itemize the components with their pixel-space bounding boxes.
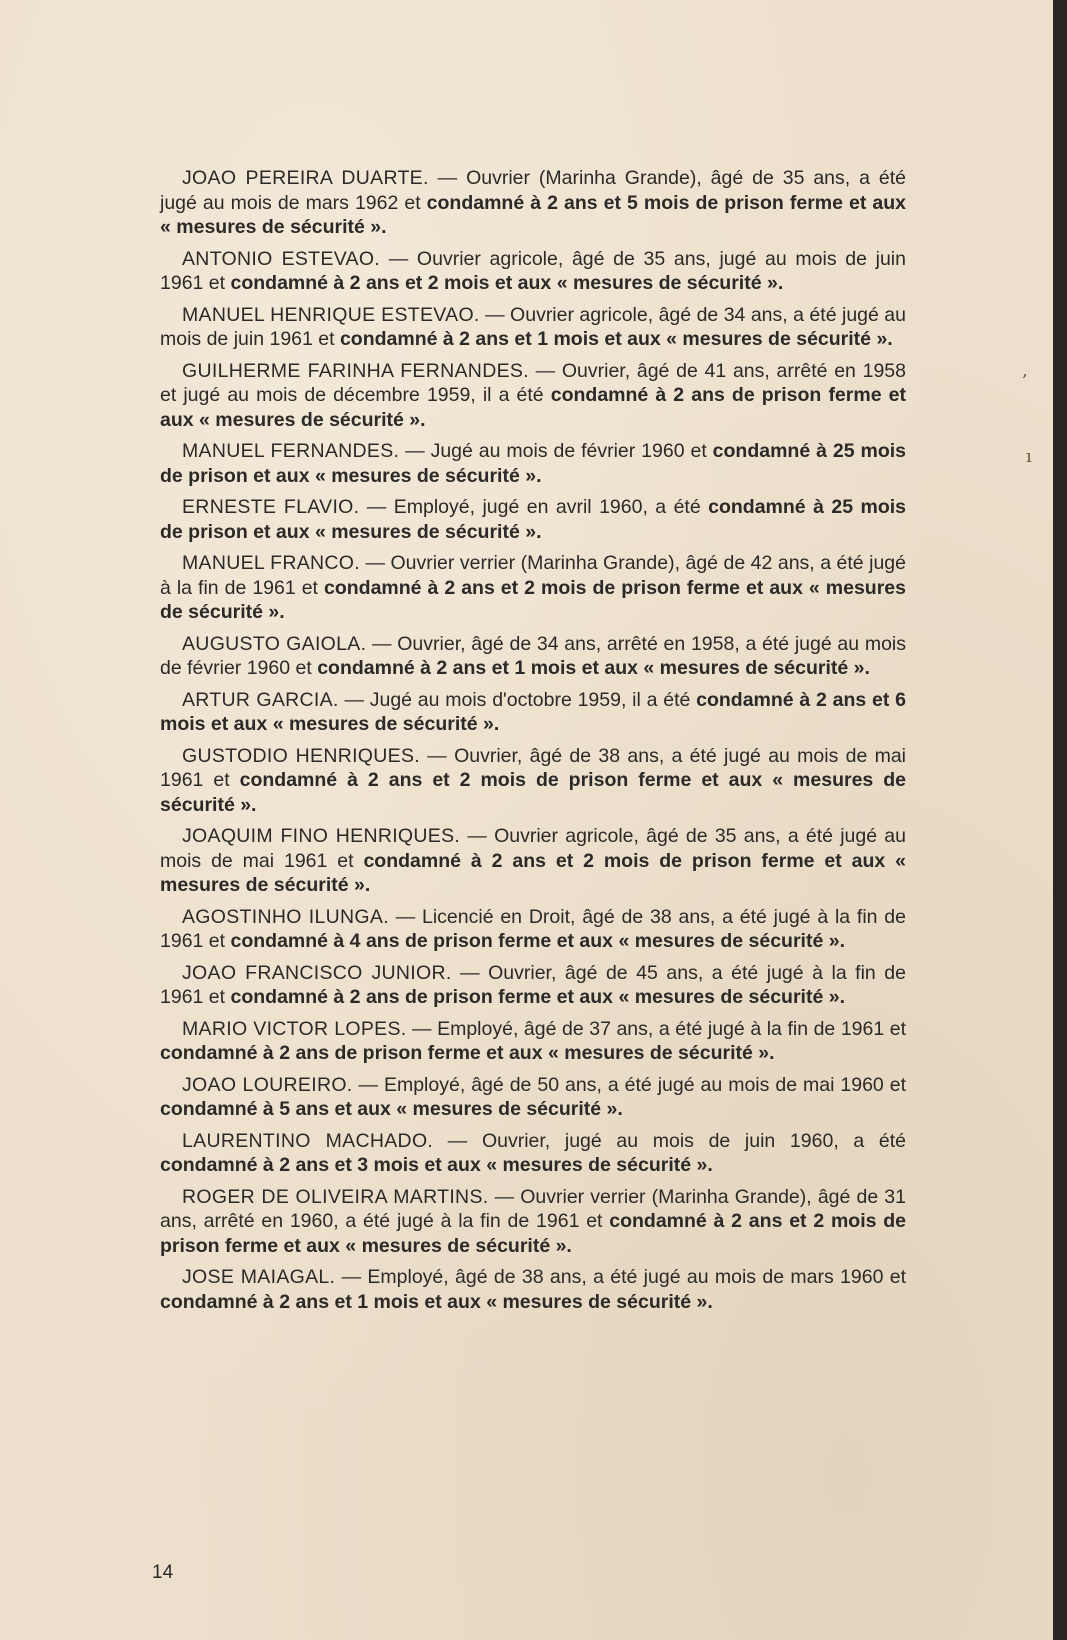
- entry-description: — Ouvrier (Marinha Grande), âgé de 35 ans, a été jugé au mois de mars 1962 et: [160, 167, 906, 214]
- entry-description: — Ouvrier, âgé de 41 ans, arrêté en 1958 et jugé au mois de décembre 1959, il a été: [160, 359, 906, 406]
- entry-paragraph: [160, 905, 906, 954]
- entry-name: JOAO LOUREIRO.: [182, 1073, 353, 1096]
- entry-description: — Ouvrier verrier (Marinha Grande), âgé de 31 ans, arrêté en 1960, a été jugé à la fin de 1961 et: [160, 1185, 906, 1232]
- entry-paragraph: [160, 1185, 906, 1259]
- entry-paragraph: [160, 247, 906, 296]
- entry-name: MANUEL FRANCO.: [182, 552, 360, 574]
- entry-name: JOAO PEREIRA DUARTE.: [182, 167, 429, 189]
- entry-description: — Ouvrier agricole, âgé de 34 ans, a été jugé au mois de juin 1961 et: [160, 303, 906, 350]
- entry-description: — Ouvrier verrier (Marinha Grande), âgé de 42 ans, a été jugé à la fin de 1961 et: [160, 552, 906, 599]
- entry-name: ROGER DE OLIVEIRA MARTINS.: [182, 1185, 489, 1208]
- entry-paragraph: [160, 166, 906, 240]
- entry-description: — Ouvrier agricole, âgé de 35 ans, jugé au mois de juin 1961 et: [160, 247, 906, 294]
- entry-verdict: condamné à 2 ans et 1 mois et aux « mesures de sécurité ».: [160, 1290, 713, 1313]
- entry-paragraph: [160, 303, 906, 352]
- entry-verdict: condamné à 2 ans et 2 mois de prison ferme et aux « mesures de sécurité ».: [160, 769, 906, 816]
- entry-verdict: condamné à 2 ans et 1 mois et aux « mesures de sécurité ».: [339, 328, 893, 350]
- entry-description: — Ouvrier agricole, âgé de 35 ans, a été jugé au mois de mai 1961 et: [160, 825, 906, 872]
- entry-paragraph: [160, 439, 906, 488]
- entry-paragraph: [160, 1265, 906, 1314]
- entry-verdict: condamné à 2 ans et 3 mois et aux « mesures de sécurité ».: [160, 1154, 713, 1176]
- entries-list: [160, 166, 906, 1321]
- entry-name: JOSE MAIAGAL.: [182, 1266, 336, 1288]
- entry-description: — Ouvrier, jugé au mois de juin 1960, a été: [433, 1129, 906, 1152]
- entry-name: ARTUR GARCIA.: [182, 688, 339, 711]
- entry-paragraph: [160, 824, 906, 898]
- entry-verdict: condamné à 2 ans de prison ferme et aux « mesures de sécurité ».: [160, 1042, 775, 1064]
- entry-name: GUILHERME FARINHA FERNANDES.: [182, 359, 529, 382]
- entry-paragraph: [160, 359, 906, 433]
- entry-description: — Jugé au mois d'octobre 1959, il a été: [338, 688, 697, 711]
- entry-verdict: condamné à 2 ans et 1 mois et aux « mesures de sécurité ».: [317, 657, 870, 679]
- entry-description: — Ouvrier, âgé de 38 ans, a été jugé au mois de mai 1961 et: [160, 744, 907, 791]
- entry-verdict: condamné à 25 mois de prison et aux « mesures de sécurité ».: [160, 496, 906, 543]
- entry-verdict: condamné à 2 ans de prison ferme et aux « mesures de sécurité ».: [160, 384, 906, 431]
- margin-mark: ı: [1026, 446, 1032, 467]
- entry-paragraph: [160, 961, 906, 1010]
- entry-name: GUSTODIO HENRIQUES.: [182, 744, 420, 767]
- entry-paragraph: [160, 688, 906, 737]
- entry-name: MANUEL HENRIQUE ESTEVAO.: [182, 303, 480, 326]
- entry-description: — Jugé au mois de février 1960 et: [399, 440, 713, 462]
- page-number: 14: [152, 1562, 174, 1583]
- entry-name: ERNESTE FLAVIO.: [182, 496, 360, 518]
- entry-verdict: condamné à 5 ans et aux « mesures de sécurité ».: [160, 1098, 623, 1120]
- entry-name: LAURENTINO MACHADO.: [182, 1129, 434, 1152]
- entry-verdict: condamné à 4 ans de prison ferme et aux « mesures de sécurité ».: [230, 930, 845, 952]
- entry-name: JOAO FRANCISCO JUNIOR.: [182, 961, 452, 984]
- entry-description: — Ouvrier, âgé de 34 ans, arrêté en 1958, a été jugé au mois de février 1960 et: [160, 632, 906, 679]
- entry-description: — Employé, âgé de 37 ans, a été jugé à la fin de 1961 et: [406, 1017, 907, 1040]
- entry-description: — Employé, jugé en avril 1960, a été: [359, 496, 709, 518]
- entry-paragraph: [160, 551, 906, 625]
- entry-name: AGOSTINHO ILUNGA.: [182, 905, 389, 928]
- entry-name: ANTONIO ESTEVAO.: [182, 247, 381, 270]
- entry-verdict: condamné à 2 ans et 2 mois de prison ferme et aux « mesures de sécurité ».: [160, 576, 906, 623]
- entry-description: — Ouvrier, âgé de 45 ans, a été jugé à la fin de 1961 et: [160, 961, 906, 1008]
- entry-verdict: condamné à 25 mois de prison et aux « mesures de sécurité ».: [160, 440, 906, 487]
- entry-verdict: condamné à 2 ans de prison ferme et aux « mesures de sécurité ».: [230, 986, 845, 1008]
- entry-name: AUGUSTO GAIOLA.: [182, 632, 367, 655]
- margin-mark: ‚: [1022, 360, 1028, 381]
- page-edge: [1053, 0, 1060, 1640]
- entry-verdict: condamné à 2 ans et 2 mois et aux « mesures de sécurité ».: [230, 272, 784, 294]
- entry-description: — Employé, âgé de 50 ans, a été jugé au mois de mai 1960 et: [352, 1073, 906, 1096]
- entry-description: — Licencié en Droit, âgé de 38 ans, a été jugé à la fin de 1961 et: [160, 905, 906, 952]
- entry-paragraph: [160, 1129, 906, 1178]
- entry-verdict: condamné à 2 ans et 6 mois et aux « mesures de sécurité ».: [160, 688, 906, 735]
- entry-paragraph: [160, 495, 906, 544]
- entry-verdict: condamné à 2 ans et 2 mois de prison ferme et aux « mesures de sécurité ».: [160, 849, 906, 896]
- entry-name: JOAQUIM FINO HENRIQUES.: [182, 825, 461, 847]
- entry-name: MANUEL FERNANDES.: [182, 440, 400, 462]
- entry-paragraph: [160, 1017, 906, 1066]
- entry-paragraph: [160, 1073, 906, 1122]
- entry-verdict: condamné à 2 ans et 5 mois de prison ferme et aux « mesures de sécurité ».: [160, 191, 906, 238]
- entry-paragraph: [160, 632, 906, 681]
- entry-name: MARIO VICTOR LOPES.: [182, 1017, 407, 1040]
- entry-paragraph: [160, 744, 906, 818]
- entry-verdict: condamné à 2 ans et 2 mois de prison ferme et aux « mesures de sécurité ».: [160, 1210, 906, 1257]
- entry-description: — Employé, âgé de 38 ans, a été jugé au mois de mars 1960 et: [335, 1266, 906, 1288]
